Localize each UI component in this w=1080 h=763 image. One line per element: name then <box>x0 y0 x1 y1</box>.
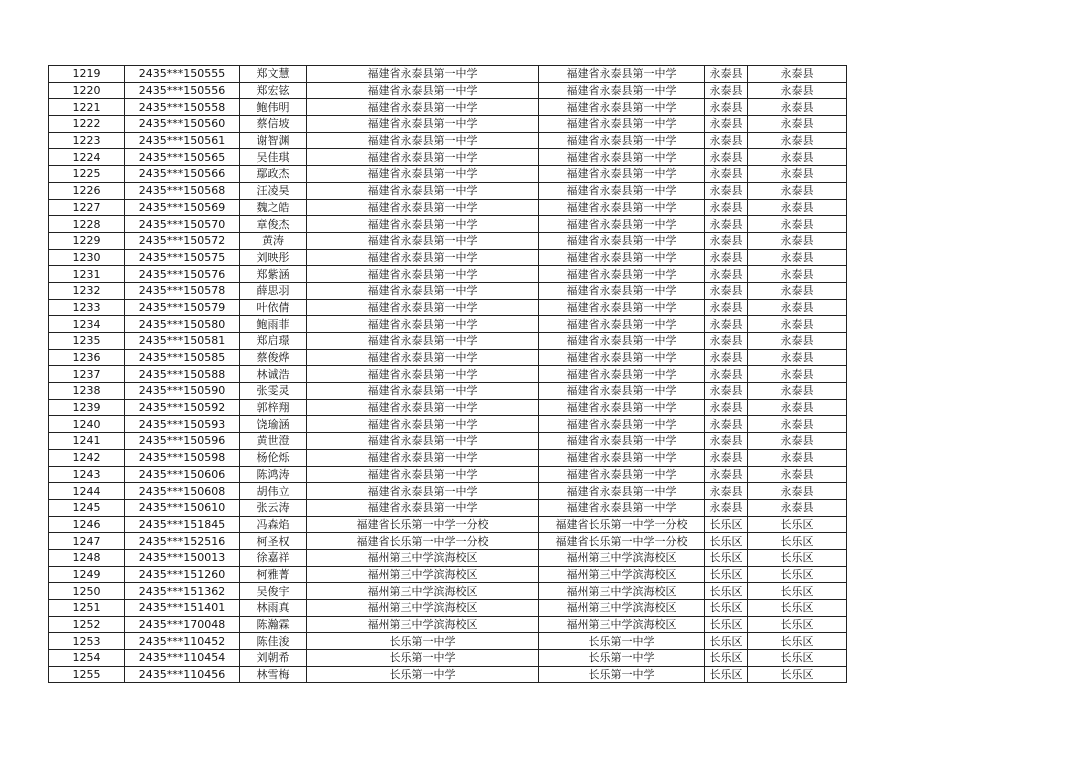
exam-id-cell: 2435***150578 <box>125 282 240 299</box>
student-name-cell: 张雯灵 <box>240 383 307 400</box>
school-cell-2: 福建省永泰县第一中学 <box>539 316 705 333</box>
student-name-cell: 郑紫涵 <box>240 266 307 283</box>
exam-id-cell: 2435***170048 <box>125 616 240 633</box>
school-cell: 福建省永泰县第一中学 <box>307 333 539 350</box>
exam-id-cell: 2435***150596 <box>125 433 240 450</box>
county-cell: 永泰县 <box>705 449 748 466</box>
county-cell: 永泰县 <box>705 249 748 266</box>
exam-id-cell: 2435***110454 <box>125 650 240 667</box>
table-row <box>49 199 847 216</box>
table-row <box>49 249 847 266</box>
serial-number-cell: 1243 <box>49 466 125 483</box>
school-cell-2: 福建省永泰县第一中学 <box>539 299 705 316</box>
school-cell-2: 福建省永泰县第一中学 <box>539 116 705 133</box>
exam-id-cell: 2435***150585 <box>125 349 240 366</box>
student-name-cell: 吴俊宇 <box>240 583 307 600</box>
school-cell: 福建省永泰县第一中学 <box>307 99 539 116</box>
county-cell: 永泰县 <box>705 166 748 183</box>
table-row <box>49 216 847 233</box>
school-cell: 福建省永泰县第一中学 <box>307 366 539 383</box>
exam-id-cell: 2435***151260 <box>125 566 240 583</box>
school-cell-2: 福建省永泰县第一中学 <box>539 383 705 400</box>
school-cell: 福建省永泰县第一中学 <box>307 249 539 266</box>
school-cell-2: 福建省永泰县第一中学 <box>539 266 705 283</box>
county-cell: 长乐区 <box>705 516 748 533</box>
table-row <box>49 232 847 249</box>
school-cell-2: 福建省永泰县第一中学 <box>539 466 705 483</box>
student-name-cell: 鲍伟明 <box>240 99 307 116</box>
serial-number-cell: 1223 <box>49 132 125 149</box>
county-cell: 永泰县 <box>705 282 748 299</box>
table-row <box>49 466 847 483</box>
serial-number-cell: 1225 <box>49 166 125 183</box>
school-cell-2: 福建省永泰县第一中学 <box>539 166 705 183</box>
serial-number-cell: 1229 <box>49 232 125 249</box>
school-cell-2: 福州第三中学滨海校区 <box>539 583 705 600</box>
school-cell-2: 福建省永泰县第一中学 <box>539 82 705 99</box>
school-cell-2: 福州第三中学滨海校区 <box>539 616 705 633</box>
serial-number-cell: 1226 <box>49 182 125 199</box>
exam-id-cell: 2435***150608 <box>125 483 240 500</box>
school-cell-2: 福建省永泰县第一中学 <box>539 349 705 366</box>
exam-id-cell: 2435***150555 <box>125 66 240 83</box>
exam-id-cell: 2435***150598 <box>125 449 240 466</box>
exam-id-cell: 2435***150013 <box>125 549 240 566</box>
exam-id-cell: 2435***150575 <box>125 249 240 266</box>
table-row <box>49 99 847 116</box>
school-cell-2: 福建省长乐第一中学一分校 <box>539 516 705 533</box>
school-cell-2: 福建省永泰县第一中学 <box>539 149 705 166</box>
county-cell: 长乐区 <box>705 533 748 550</box>
school-cell-2: 福州第三中学滨海校区 <box>539 600 705 617</box>
school-cell-2: 福建省永泰县第一中学 <box>539 366 705 383</box>
school-cell-2: 福建省永泰县第一中学 <box>539 132 705 149</box>
student-name-cell: 张云涛 <box>240 499 307 516</box>
county-cell: 永泰县 <box>705 149 748 166</box>
school-cell: 福建省永泰县第一中学 <box>307 433 539 450</box>
county-cell-2: 永泰县 <box>748 416 847 433</box>
school-cell: 福建省永泰县第一中学 <box>307 266 539 283</box>
school-cell: 福州第三中学滨海校区 <box>307 583 539 600</box>
school-cell: 福州第三中学滨海校区 <box>307 616 539 633</box>
school-cell-2: 福州第三中学滨海校区 <box>539 549 705 566</box>
county-cell: 永泰县 <box>705 232 748 249</box>
school-cell: 福建省永泰县第一中学 <box>307 232 539 249</box>
serial-number-cell: 1232 <box>49 282 125 299</box>
student-name-cell: 黄世澄 <box>240 433 307 450</box>
school-cell-2: 福建省永泰县第一中学 <box>539 216 705 233</box>
exam-id-cell: 2435***150570 <box>125 216 240 233</box>
table-row <box>49 399 847 416</box>
student-name-cell: 章俊杰 <box>240 216 307 233</box>
school-cell: 福建省永泰县第一中学 <box>307 216 539 233</box>
school-cell: 福建省永泰县第一中学 <box>307 199 539 216</box>
exam-id-cell: 2435***150590 <box>125 383 240 400</box>
school-cell: 长乐第一中学 <box>307 650 539 667</box>
exam-id-cell: 2435***152516 <box>125 533 240 550</box>
county-cell-2: 永泰县 <box>748 333 847 350</box>
table-row <box>49 449 847 466</box>
exam-id-cell: 2435***151845 <box>125 516 240 533</box>
exam-id-cell: 2435***150572 <box>125 232 240 249</box>
county-cell: 永泰县 <box>705 466 748 483</box>
table-row <box>49 600 847 617</box>
school-cell: 福建省永泰县第一中学 <box>307 282 539 299</box>
serial-number-cell: 1251 <box>49 600 125 617</box>
exam-id-cell: 2435***150593 <box>125 416 240 433</box>
county-cell-2: 永泰县 <box>748 316 847 333</box>
county-cell: 永泰县 <box>705 349 748 366</box>
county-cell-2: 长乐区 <box>748 616 847 633</box>
school-cell-2: 福建省长乐第一中学一分校 <box>539 533 705 550</box>
county-cell: 长乐区 <box>705 633 748 650</box>
student-name-cell: 魏之皓 <box>240 199 307 216</box>
table-row <box>49 583 847 600</box>
school-cell: 福建省永泰县第一中学 <box>307 499 539 516</box>
school-cell-2: 福建省永泰县第一中学 <box>539 416 705 433</box>
exam-id-cell: 2435***110452 <box>125 633 240 650</box>
county-cell-2: 永泰县 <box>748 116 847 133</box>
exam-id-cell: 2435***150569 <box>125 199 240 216</box>
school-cell-2: 福建省永泰县第一中学 <box>539 399 705 416</box>
county-cell: 永泰县 <box>705 116 748 133</box>
table-row <box>49 499 847 516</box>
serial-number-cell: 1240 <box>49 416 125 433</box>
county-cell: 永泰县 <box>705 366 748 383</box>
school-cell-2: 福建省永泰县第一中学 <box>539 199 705 216</box>
table-row <box>49 116 847 133</box>
school-cell: 福建省永泰县第一中学 <box>307 132 539 149</box>
table-row <box>49 433 847 450</box>
county-cell-2: 永泰县 <box>748 232 847 249</box>
serial-number-cell: 1246 <box>49 516 125 533</box>
school-cell: 福建省永泰县第一中学 <box>307 483 539 500</box>
county-cell: 永泰县 <box>705 82 748 99</box>
school-cell: 福建省永泰县第一中学 <box>307 182 539 199</box>
school-cell-2: 福建省永泰县第一中学 <box>539 249 705 266</box>
exam-id-cell: 2435***150580 <box>125 316 240 333</box>
county-cell-2: 永泰县 <box>748 149 847 166</box>
table-row <box>49 666 847 683</box>
student-name-cell: 黄涛 <box>240 232 307 249</box>
student-name-cell: 薛思羽 <box>240 282 307 299</box>
student-name-cell: 柯圣权 <box>240 533 307 550</box>
school-cell: 福建省永泰县第一中学 <box>307 383 539 400</box>
serial-number-cell: 1236 <box>49 349 125 366</box>
exam-id-cell: 2435***150568 <box>125 182 240 199</box>
exam-id-cell: 2435***150579 <box>125 299 240 316</box>
county-cell: 永泰县 <box>705 433 748 450</box>
student-name-cell: 鄢政杰 <box>240 166 307 183</box>
county-cell: 长乐区 <box>705 650 748 667</box>
school-cell-2: 福建省永泰县第一中学 <box>539 182 705 199</box>
student-name-cell: 刘朝希 <box>240 650 307 667</box>
county-cell-2: 永泰县 <box>748 483 847 500</box>
table-row <box>49 549 847 566</box>
student-name-cell: 郭梓翔 <box>240 399 307 416</box>
school-cell-2: 福州第三中学滨海校区 <box>539 566 705 583</box>
county-cell-2: 长乐区 <box>748 633 847 650</box>
serial-number-cell: 1249 <box>49 566 125 583</box>
table-row <box>49 416 847 433</box>
student-name-cell: 陈鸿涛 <box>240 466 307 483</box>
table-row <box>49 82 847 99</box>
table-row <box>49 149 847 166</box>
student-name-cell: 汪凌昊 <box>240 182 307 199</box>
table-row <box>49 383 847 400</box>
serial-number-cell: 1244 <box>49 483 125 500</box>
county-cell-2: 永泰县 <box>748 499 847 516</box>
county-cell-2: 长乐区 <box>748 600 847 617</box>
county-cell: 永泰县 <box>705 99 748 116</box>
school-cell-2: 福建省永泰县第一中学 <box>539 333 705 350</box>
school-cell: 福建省永泰县第一中学 <box>307 299 539 316</box>
county-cell-2: 永泰县 <box>748 366 847 383</box>
county-cell: 永泰县 <box>705 383 748 400</box>
exam-id-cell: 2435***150606 <box>125 466 240 483</box>
county-cell: 永泰县 <box>705 132 748 149</box>
county-cell-2: 长乐区 <box>748 650 847 667</box>
county-cell: 永泰县 <box>705 216 748 233</box>
table-row <box>49 316 847 333</box>
county-cell: 永泰县 <box>705 66 748 83</box>
county-cell: 永泰县 <box>705 182 748 199</box>
student-name-cell: 蔡俊烨 <box>240 349 307 366</box>
student-name-cell: 刘映彤 <box>240 249 307 266</box>
county-cell: 永泰县 <box>705 199 748 216</box>
serial-number-cell: 1254 <box>49 650 125 667</box>
student-name-cell: 柯雅菁 <box>240 566 307 583</box>
county-cell-2: 永泰县 <box>748 299 847 316</box>
serial-number-cell: 1238 <box>49 383 125 400</box>
county-cell-2: 永泰县 <box>748 383 847 400</box>
exam-id-cell: 2435***150556 <box>125 82 240 99</box>
county-cell-2: 长乐区 <box>748 666 847 683</box>
school-cell: 福建省永泰县第一中学 <box>307 166 539 183</box>
county-cell-2: 永泰县 <box>748 99 847 116</box>
county-cell: 永泰县 <box>705 316 748 333</box>
county-cell-2: 永泰县 <box>748 282 847 299</box>
county-cell: 长乐区 <box>705 600 748 617</box>
table-row <box>49 533 847 550</box>
exam-id-cell: 2435***150581 <box>125 333 240 350</box>
county-cell: 长乐区 <box>705 583 748 600</box>
serial-number-cell: 1242 <box>49 449 125 466</box>
student-name-cell: 徐嘉祥 <box>240 549 307 566</box>
school-cell: 长乐第一中学 <box>307 633 539 650</box>
student-name-cell: 冯森焰 <box>240 516 307 533</box>
serial-number-cell: 1231 <box>49 266 125 283</box>
serial-number-cell: 1221 <box>49 99 125 116</box>
county-cell-2: 永泰县 <box>748 199 847 216</box>
county-cell: 长乐区 <box>705 616 748 633</box>
serial-number-cell: 1230 <box>49 249 125 266</box>
document-sheet <box>48 65 847 683</box>
table-row <box>49 66 847 83</box>
table-body <box>49 66 847 683</box>
county-cell: 永泰县 <box>705 483 748 500</box>
county-cell: 永泰县 <box>705 266 748 283</box>
table-row <box>49 282 847 299</box>
county-cell-2: 永泰县 <box>748 399 847 416</box>
county-cell-2: 永泰县 <box>748 433 847 450</box>
county-cell: 长乐区 <box>705 549 748 566</box>
serial-number-cell: 1227 <box>49 199 125 216</box>
serial-number-cell: 1228 <box>49 216 125 233</box>
serial-number-cell: 1245 <box>49 499 125 516</box>
school-cell: 福建省长乐第一中学一分校 <box>307 516 539 533</box>
serial-number-cell: 1219 <box>49 66 125 83</box>
exam-id-cell: 2435***150576 <box>125 266 240 283</box>
school-cell: 福建省永泰县第一中学 <box>307 416 539 433</box>
serial-number-cell: 1241 <box>49 433 125 450</box>
school-cell: 福建省永泰县第一中学 <box>307 316 539 333</box>
serial-number-cell: 1239 <box>49 399 125 416</box>
table-row <box>49 483 847 500</box>
county-cell-2: 长乐区 <box>748 533 847 550</box>
student-name-cell: 林雨真 <box>240 600 307 617</box>
exam-id-cell: 2435***150566 <box>125 166 240 183</box>
county-cell-2: 永泰县 <box>748 349 847 366</box>
table-row <box>49 333 847 350</box>
exam-id-cell: 2435***150560 <box>125 116 240 133</box>
county-cell-2: 永泰县 <box>748 249 847 266</box>
school-cell: 福建省永泰县第一中学 <box>307 82 539 99</box>
county-cell-2: 长乐区 <box>748 516 847 533</box>
table-row <box>49 299 847 316</box>
school-cell: 福建省永泰县第一中学 <box>307 116 539 133</box>
school-cell: 福建省永泰县第一中学 <box>307 66 539 83</box>
serial-number-cell: 1224 <box>49 149 125 166</box>
student-name-cell: 蔡信坡 <box>240 116 307 133</box>
county-cell: 长乐区 <box>705 566 748 583</box>
county-cell: 永泰县 <box>705 299 748 316</box>
school-cell-2: 福建省永泰县第一中学 <box>539 66 705 83</box>
school-cell-2: 福建省永泰县第一中学 <box>539 99 705 116</box>
serial-number-cell: 1247 <box>49 533 125 550</box>
student-name-cell: 谢智渊 <box>240 132 307 149</box>
table-row <box>49 616 847 633</box>
school-cell: 福建省永泰县第一中学 <box>307 449 539 466</box>
table-row <box>49 266 847 283</box>
school-cell: 福建省永泰县第一中学 <box>307 149 539 166</box>
student-name-cell: 林雪梅 <box>240 666 307 683</box>
serial-number-cell: 1237 <box>49 366 125 383</box>
serial-number-cell: 1248 <box>49 549 125 566</box>
county-cell-2: 永泰县 <box>748 466 847 483</box>
county-cell: 长乐区 <box>705 666 748 683</box>
exam-id-cell: 2435***150610 <box>125 499 240 516</box>
county-cell: 永泰县 <box>705 499 748 516</box>
school-cell: 福州第三中学滨海校区 <box>307 600 539 617</box>
exam-id-cell: 2435***151362 <box>125 583 240 600</box>
school-cell-2: 长乐第一中学 <box>539 633 705 650</box>
school-cell-2: 福建省永泰县第一中学 <box>539 449 705 466</box>
county-cell-2: 永泰县 <box>748 216 847 233</box>
county-cell-2: 永泰县 <box>748 82 847 99</box>
table-row <box>49 349 847 366</box>
county-cell-2: 永泰县 <box>748 132 847 149</box>
serial-number-cell: 1234 <box>49 316 125 333</box>
school-cell-2: 长乐第一中学 <box>539 650 705 667</box>
school-cell-2: 长乐第一中学 <box>539 666 705 683</box>
table-row <box>49 566 847 583</box>
student-name-cell: 陈佳浚 <box>240 633 307 650</box>
school-cell: 福建省永泰县第一中学 <box>307 399 539 416</box>
serial-number-cell: 1233 <box>49 299 125 316</box>
table-row <box>49 132 847 149</box>
county-cell-2: 永泰县 <box>748 449 847 466</box>
exam-id-cell: 2435***150558 <box>125 99 240 116</box>
school-cell: 福州第三中学滨海校区 <box>307 549 539 566</box>
county-cell: 永泰县 <box>705 416 748 433</box>
school-cell: 福建省永泰县第一中学 <box>307 466 539 483</box>
student-name-cell: 郑文慧 <box>240 66 307 83</box>
county-cell-2: 长乐区 <box>748 566 847 583</box>
serial-number-cell: 1250 <box>49 583 125 600</box>
school-cell: 福建省长乐第一中学一分校 <box>307 533 539 550</box>
county-cell: 永泰县 <box>705 399 748 416</box>
county-cell-2: 永泰县 <box>748 182 847 199</box>
county-cell: 永泰县 <box>705 333 748 350</box>
table-row <box>49 366 847 383</box>
exam-id-cell: 2435***150565 <box>125 149 240 166</box>
student-name-cell: 郑宏铉 <box>240 82 307 99</box>
student-name-cell: 鲍雨菲 <box>240 316 307 333</box>
county-cell-2: 永泰县 <box>748 66 847 83</box>
county-cell-2: 永泰县 <box>748 166 847 183</box>
student-name-cell: 叶依倩 <box>240 299 307 316</box>
table-row <box>49 650 847 667</box>
student-list-table <box>48 65 847 683</box>
serial-number-cell: 1255 <box>49 666 125 683</box>
student-name-cell: 林诚浩 <box>240 366 307 383</box>
serial-number-cell: 1252 <box>49 616 125 633</box>
serial-number-cell: 1253 <box>49 633 125 650</box>
county-cell-2: 长乐区 <box>748 549 847 566</box>
student-name-cell: 饶瑜涵 <box>240 416 307 433</box>
county-cell-2: 长乐区 <box>748 583 847 600</box>
serial-number-cell: 1220 <box>49 82 125 99</box>
school-cell-2: 福建省永泰县第一中学 <box>539 232 705 249</box>
table-row <box>49 633 847 650</box>
exam-id-cell: 2435***110456 <box>125 666 240 683</box>
exam-id-cell: 2435***150592 <box>125 399 240 416</box>
exam-id-cell: 2435***150561 <box>125 132 240 149</box>
school-cell: 福建省永泰县第一中学 <box>307 349 539 366</box>
student-name-cell: 胡伟立 <box>240 483 307 500</box>
school-cell-2: 福建省永泰县第一中学 <box>539 282 705 299</box>
exam-id-cell: 2435***150588 <box>125 366 240 383</box>
table-row <box>49 516 847 533</box>
school-cell-2: 福建省永泰县第一中学 <box>539 483 705 500</box>
school-cell-2: 福建省永泰县第一中学 <box>539 433 705 450</box>
school-cell: 福州第三中学滨海校区 <box>307 566 539 583</box>
table-row <box>49 166 847 183</box>
county-cell-2: 永泰县 <box>748 266 847 283</box>
serial-number-cell: 1235 <box>49 333 125 350</box>
exam-id-cell: 2435***151401 <box>125 600 240 617</box>
school-cell-2: 福建省永泰县第一中学 <box>539 499 705 516</box>
student-name-cell: 杨伦烁 <box>240 449 307 466</box>
student-name-cell: 陈瀚霖 <box>240 616 307 633</box>
student-name-cell: 吴佳琪 <box>240 149 307 166</box>
serial-number-cell: 1222 <box>49 116 125 133</box>
school-cell: 长乐第一中学 <box>307 666 539 683</box>
student-name-cell: 郑启璟 <box>240 333 307 350</box>
table-row <box>49 182 847 199</box>
